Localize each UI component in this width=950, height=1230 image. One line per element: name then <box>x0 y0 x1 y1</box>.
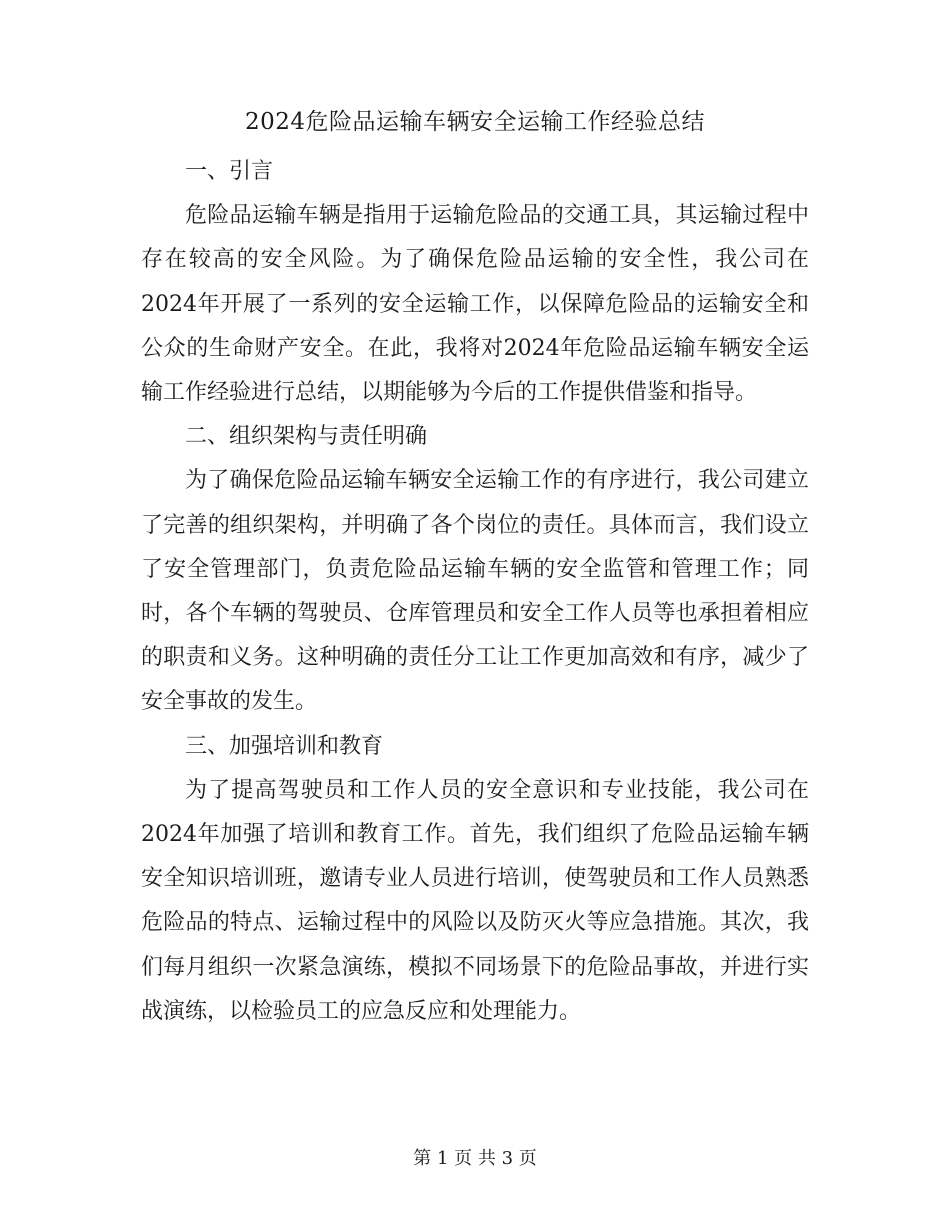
paragraph-training: 为了提高驾驶员和工作人员的安全意识和专业技能，我公司在2024年加强了培训和教育工作。首先，我们组织了危险品运输车辆安全知识培训班，邀请专业人员进行培训，使驾驶员和工作人员熟悉危险品的特点、运输过程中的风险以及防灭火等应急措施。其次，我们每月组织一次紧急演练，模拟不同场景下的危险品事故，并进行实战演练，以检验员工的应急反应和处理能力。 <box>141 777 809 1024</box>
section-heading-organization: 二、组织架构与责任明确 <box>185 424 428 450</box>
document-body <box>141 150 809 1034</box>
section-heading-introduction: 一、引言 <box>185 159 274 184</box>
paragraph-organization: 为了确保危险品运输车辆安全运输工作的有序进行，我公司建立了完善的组织架构，并明确了各个岗位的责任。具体而言，我们设立了安全管理部门，负责危险品运输车辆的安全监管和管理工作；同时，各个车辆的驾驶员、仓库管理员和安全工作人员等也承担着相应的职责和义务。这种明确的责任分工让工作更加高效和有序，减少了安全事故的发生。 <box>141 468 809 715</box>
document-title: 2024危险品运输车辆安全运输工作经验总结 <box>244 109 706 135</box>
section-heading-training: 三、加强培训和教育 <box>185 733 384 759</box>
page-number-footer: 第 1 页 共 3 页 <box>413 1148 537 1169</box>
paragraph-introduction: 危险品运输车辆是指用于运输危险品的交通工具，其运输过程中存在较高的安全风险。为了确保危险品运输的安全性，我公司在2024年开展了一系列的安全运输工作，以保障危险品的运输安全和公众的生命财产安全。在此，我将对2024年危险品运输车辆安全运输工作经验进行总结，以期能够为今后的工作提供借鉴和指导。 <box>141 203 809 406</box>
